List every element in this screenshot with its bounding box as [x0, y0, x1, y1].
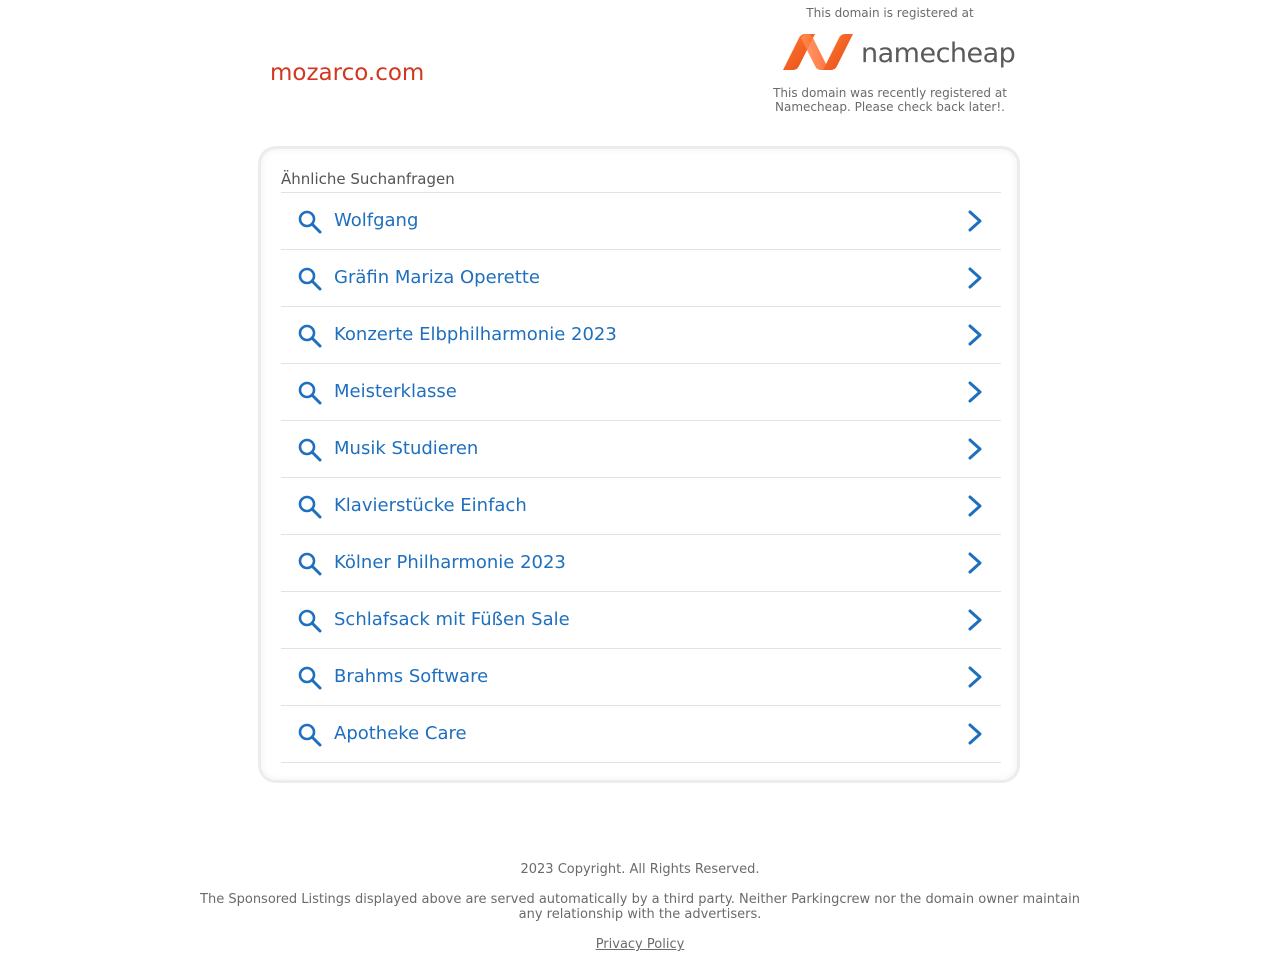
namecheap-mark-icon: [781, 32, 857, 76]
registrar-info: [760, 4, 1020, 114]
related-searches-card: [258, 146, 1020, 783]
search-icon: [297, 323, 323, 349]
registrar-note: This domain was recently registered at Namecheap. Please check back later!.: [773, 86, 1007, 114]
search-icon: [297, 665, 323, 691]
search-icon: [297, 209, 323, 235]
related-search-item-wolfgang[interactable]: [281, 193, 1001, 250]
namecheap-wordmark: namecheap: [861, 38, 1016, 69]
related-search-label: Konzerte Elbphilharmonie 2023: [334, 324, 617, 345]
chevron-right-icon: [965, 666, 985, 688]
related-search-item-schlafsack[interactable]: [281, 592, 1001, 649]
chevron-right-icon: [965, 324, 985, 346]
search-icon: [297, 494, 323, 520]
privacy-policy-link[interactable]: Privacy Policy: [595, 937, 685, 952]
related-search-item-apotheke-care[interactable]: [281, 706, 1001, 763]
search-icon: [297, 722, 323, 748]
related-search-item-graefin-mariza[interactable]: [281, 250, 1001, 307]
registered-at-label: This domain is registered at: [806, 6, 974, 20]
footer: [0, 862, 1280, 953]
related-search-label: Schlafsack mit Füßen Sale: [334, 609, 570, 630]
chevron-right-icon: [965, 381, 985, 403]
related-search-label: Musik Studieren: [334, 438, 479, 459]
related-search-label: Gräfin Mariza Operette: [334, 267, 540, 288]
search-icon: [297, 437, 323, 463]
chevron-right-icon: [965, 495, 985, 517]
related-search-label: Klavierstücke Einfach: [334, 495, 527, 516]
related-search-label: Apotheke Care: [334, 723, 467, 744]
related-search-item-brahms-software[interactable]: [281, 649, 1001, 706]
sponsored-disclaimer: The Sponsored Listings displayed above are served automatically by a third party. Neither Parkingcrew nor the domain owner maintain any relationship with the advertisers.: [200, 892, 1080, 922]
chevron-right-icon: [965, 210, 985, 232]
related-search-item-musik-studieren[interactable]: [281, 421, 1001, 478]
search-icon: [297, 266, 323, 292]
related-search-label: Wolfgang: [334, 210, 419, 231]
domain-title[interactable]: mozarco.com: [270, 60, 425, 86]
related-search-item-konzerte-elbphilharmonie[interactable]: [281, 307, 1001, 364]
related-search-item-klavierstuecke[interactable]: [281, 478, 1001, 535]
search-icon: [297, 551, 323, 577]
chevron-right-icon: [965, 609, 985, 631]
related-search-label: Brahms Software: [334, 666, 489, 687]
related-search-label: Meisterklasse: [334, 381, 457, 402]
related-search-item-koelner-philharmonie[interactable]: [281, 535, 1001, 592]
chevron-right-icon: [965, 438, 985, 460]
search-icon: [297, 380, 323, 406]
related-search-label: Kölner Philharmonie 2023: [334, 552, 566, 573]
search-icon: [297, 608, 323, 634]
related-searches-list: [281, 192, 1001, 763]
related-searches-heading: Ähnliche Suchanfragen: [281, 170, 455, 188]
related-search-item-meisterklasse[interactable]: [281, 364, 1001, 421]
chevron-right-icon: [965, 723, 985, 745]
chevron-right-icon: [965, 552, 985, 574]
copyright-text: 2023 Copyright. All Rights Reserved.: [520, 862, 760, 877]
chevron-right-icon: [965, 267, 985, 289]
namecheap-logo[interactable]: [781, 32, 1016, 76]
